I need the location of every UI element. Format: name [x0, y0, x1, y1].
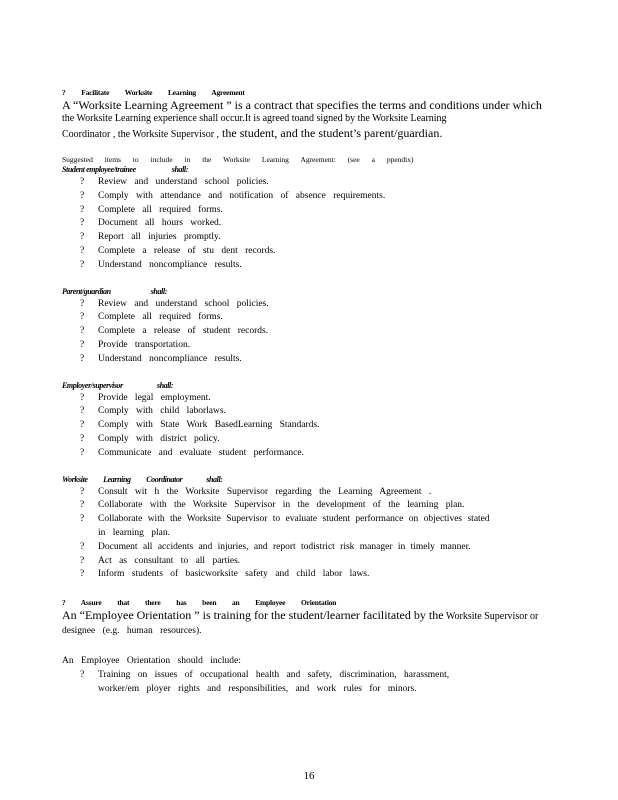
- shall-label: shall:: [171, 165, 189, 174]
- group-label-text: Worksite Learning Coordinator: [62, 474, 183, 484]
- bullet-glyph: ?: [80, 433, 85, 444]
- shall-label: shall:: [206, 474, 223, 484]
- orientation-intro-line-2: designee (e.g. human resources).: [62, 626, 202, 637]
- agreement-intro-line-2: the Worksite Learning experience shall occur.It is agreed toand signed by the Worksite Learning: [62, 113, 447, 124]
- group-label-parent: [62, 287, 562, 297]
- list-item-text: Report all injuries promptly.: [98, 232, 221, 243]
- bullet-glyph: ?: [80, 514, 85, 525]
- list-item-text: Inform students of basicworksite safety and child labor laws.: [98, 569, 370, 580]
- list-item-text: Document all hours worked.: [98, 218, 222, 229]
- bullet-glyph: ?: [80, 353, 85, 364]
- bullet-glyph: ?: [80, 298, 85, 309]
- list-item: [62, 447, 562, 461]
- list-item-text: Consult wit h the Worksite Supervisor regarding the Learning Agreement .: [98, 486, 432, 497]
- list-item: [62, 204, 562, 218]
- parent-items-list: [62, 298, 562, 367]
- list-item-text: Document all accidents and injuries, and report todistrict risk manager in timely manner.: [98, 541, 471, 552]
- bullet-glyph: ?: [80, 339, 85, 350]
- list-item: [62, 190, 562, 204]
- list-item: [62, 339, 562, 353]
- list-item-text: Comply with child laborlaws.: [98, 406, 226, 417]
- section-heading-agreement: ? Facilitate Worksite Learning Agreement: [62, 88, 245, 97]
- list-item: [62, 555, 562, 569]
- section-heading-orientation: ? Assure that there has been an Employee Orientation: [62, 598, 337, 608]
- student-items-list: [62, 176, 562, 273]
- orientation-items-list: [62, 669, 562, 697]
- bullet-glyph: ?: [80, 190, 85, 201]
- list-item-text: Training on issues of occupational health and safety, discrimination, harassment,: [98, 670, 450, 681]
- list-item: [62, 419, 562, 433]
- list-item-text: Complete all required forms.: [98, 312, 223, 323]
- employer-items-list: [62, 392, 562, 461]
- list-item: [62, 486, 562, 500]
- group-label-text: Employer/supervisor: [62, 380, 123, 390]
- group-label-employer: [62, 381, 562, 391]
- list-item: [62, 176, 562, 190]
- agreement-intro-line-3a: Coordinator , the Worksite Supervisor ,: [62, 129, 220, 140]
- orientation-intro-text-end: Worksite Supervisor or: [443, 611, 539, 623]
- list-item-text: Comply with State Work BasedLearning Standards.: [98, 420, 320, 431]
- group-label-text: Parent/guardian: [62, 286, 111, 296]
- list-item-text-continued: in learning plan.: [98, 527, 170, 538]
- list-item-text: Comply with attendance and notification of absence requirements.: [98, 190, 386, 201]
- orientation-intro-text: An “Employee Orientation ” is training for the student/learner facilitated by the: [62, 608, 444, 623]
- bullet-glyph: ?: [80, 259, 85, 270]
- list-item-text: Communicate and evaluate student performance.: [98, 447, 304, 458]
- bullet-glyph: ?: [80, 326, 85, 337]
- bullet-glyph: ?: [80, 555, 85, 566]
- bullet-glyph: ?: [80, 541, 85, 552]
- document-page: [62, 88, 562, 697]
- list-item: [62, 499, 562, 513]
- list-item-text: Complete a release of student records.: [98, 326, 269, 337]
- bullet-glyph: ?: [80, 447, 85, 458]
- bullet-glyph: ?: [80, 204, 85, 215]
- list-item-text: Collaborate with the Worksite Supervisor to evaluate student performance on objectives stated: [98, 514, 490, 525]
- list-item-text: Complete all required forms.: [98, 204, 223, 215]
- list-item: [62, 433, 562, 447]
- bullet-glyph: ?: [80, 218, 85, 229]
- bullet-glyph: ?: [80, 500, 85, 511]
- coordinator-items-list: [62, 486, 562, 583]
- list-item-text: Provide legal employment.: [98, 392, 211, 403]
- list-item: [62, 669, 562, 697]
- list-item: [62, 513, 562, 541]
- list-item-text: Provide transportation.: [98, 339, 191, 350]
- list-item-text: Comply with district policy.: [98, 433, 220, 444]
- list-item: [62, 392, 562, 406]
- list-item-text-continued: worker/em ployer rights and responsibilities, and work rules for minors.: [98, 683, 417, 694]
- agreement-intro-line-1: A “Worksite Learning Agreement ” is a contract that specifies the terms and conditions under which: [62, 98, 542, 112]
- list-item-text: Review and understand school policies.: [98, 298, 269, 309]
- bullet-glyph: ?: [80, 312, 85, 323]
- list-item: [62, 298, 562, 312]
- group-label-coordinator: [62, 475, 562, 485]
- bullet-glyph: ?: [80, 406, 85, 417]
- list-item: [62, 245, 562, 259]
- suggested-items-heading: Suggested items to include in the Worksite Learning Agreement: (see a ppendix): [62, 155, 414, 164]
- list-item: [62, 311, 562, 325]
- bullet-glyph: ?: [80, 486, 85, 497]
- shall-label: shall:: [150, 286, 167, 296]
- orientation-intro-line-1: [62, 608, 562, 624]
- group-label-student: [62, 165, 562, 175]
- list-item-text: Act as consultant to all parties.: [98, 555, 241, 566]
- bullet-glyph: ?: [80, 420, 85, 431]
- group-label-text: Student employee/trainee: [62, 165, 136, 174]
- agreement-intro-line-3b: the student, and the student’s parent/guardian.: [219, 126, 443, 140]
- list-item: [62, 541, 562, 555]
- list-item: [62, 231, 562, 245]
- list-item-text: Collaborate with the Worksite Supervisor in the development of the learning plan.: [98, 500, 465, 511]
- bullet-glyph: ?: [80, 392, 85, 403]
- page-number: 16: [303, 770, 315, 782]
- list-item: [62, 568, 562, 582]
- bullet-glyph: ?: [80, 670, 85, 681]
- list-item-text: Understand noncompliance results.: [98, 353, 242, 364]
- orientation-should-include: An Employee Orientation should include:: [62, 656, 241, 667]
- bullet-glyph: ?: [80, 245, 85, 256]
- list-item: [62, 259, 562, 273]
- bullet-glyph: ?: [80, 569, 85, 580]
- list-item: [62, 353, 562, 367]
- list-item-text: Complete a release of stu dent records.: [98, 245, 276, 256]
- list-item-text: Understand noncompliance results.: [98, 259, 242, 270]
- list-item: [62, 405, 562, 419]
- shall-label: shall:: [156, 380, 174, 390]
- bullet-glyph: ?: [80, 232, 85, 243]
- agreement-intro-line-3: [62, 126, 562, 142]
- list-item-text: Review and understand school policies.: [98, 177, 269, 187]
- list-item: [62, 217, 562, 231]
- list-item: [62, 325, 562, 339]
- bullet-glyph: ?: [80, 177, 85, 187]
